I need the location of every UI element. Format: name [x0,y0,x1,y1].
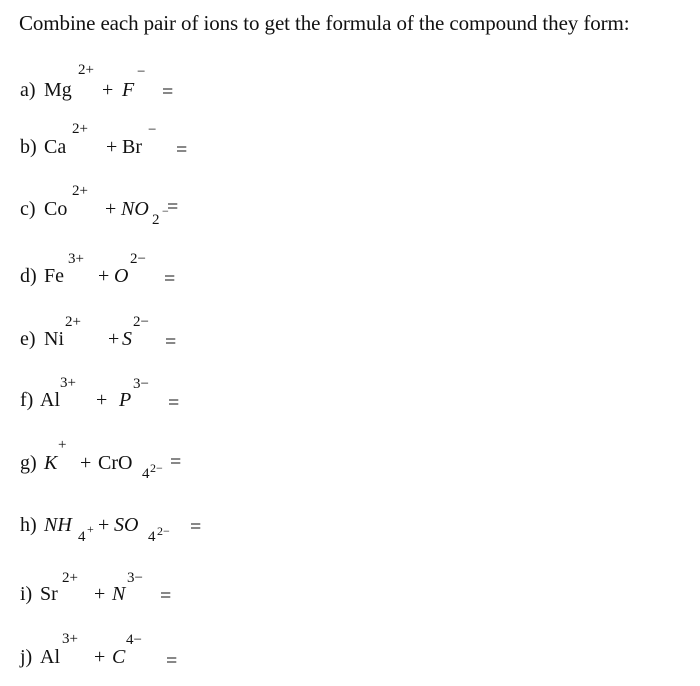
anion-symbol: O [114,265,129,287]
anion-symbol: SO [114,514,139,536]
equals-sign: = [160,585,172,607]
anion-subscript: 2 [152,212,160,228]
exercise-item-b [20,121,700,170]
equals-sign: = [168,392,180,414]
anion-charge: 4− [126,632,142,648]
cation-symbol: Al [40,389,60,411]
plus-sign: + [108,328,120,350]
item-label: g) [20,452,37,474]
plus-sign: + [106,136,118,158]
anion-charge: − [148,122,157,138]
anion-symbol: Br [122,136,142,158]
anion-symbol: NO [121,198,149,220]
anion-charge: 2− [130,251,146,267]
item-label: b) [20,136,37,158]
page-title: Combine each pair of ions to get the formula of the compound they form: [19,11,630,35]
plus-sign: + [80,452,92,474]
exercise-item-c [20,183,700,233]
anion-symbol: C [112,646,126,668]
cation-charge: 2+ [72,183,88,199]
equals-sign: = [162,81,174,103]
cation-charge: 2+ [78,62,94,78]
anion-charge: − [162,204,169,218]
cation-symbol: Ca [44,136,67,158]
exercise-item-a [20,62,700,112]
exercise-item-g [20,437,700,487]
item-label: h) [20,514,37,536]
anion-charge: − [137,64,146,80]
equals-sign: = [165,331,177,353]
item-label: j) [20,646,33,668]
item-label: f) [20,389,34,411]
anion-charge: 2− [150,461,163,475]
equals-sign: = [176,139,188,161]
equals-sign: = [166,650,178,672]
anion-symbol: CrO [98,452,133,474]
cation-charge: + [58,437,67,453]
item-label: e) [20,328,36,350]
cation-symbol: Fe [44,265,64,287]
anion-subscript: 4 [148,529,156,545]
anion-symbol: S [122,328,132,350]
cation-charge: + [87,522,94,536]
cation-charge: 3+ [62,631,78,647]
cation-charge: 3+ [60,375,76,391]
cation-charge: 2+ [62,570,78,586]
plus-sign: + [98,265,110,287]
exercise-item-e [20,314,700,362]
cation-symbol: Ni [44,328,64,350]
cation-charge: 3+ [68,251,84,267]
plus-sign: + [94,583,106,605]
exercise-item-d [20,251,700,299]
plus-sign: + [105,198,117,220]
equals-sign: = [190,516,202,538]
anion-charge: 3− [133,376,149,392]
exercise-item-f [20,375,700,424]
plus-sign: + [94,646,106,668]
plus-sign: + [98,514,110,536]
equals-sign: = [167,196,179,218]
cation-charge: 2+ [65,314,81,330]
cation-subscript: 4 [78,529,86,545]
anion-subscript: 4 [142,466,150,482]
cation-symbol: NH [44,514,72,536]
exercise-item-h [20,509,700,549]
cation-symbol: Al [40,646,60,668]
cation-charge: 2+ [72,121,88,137]
cation-symbol: K [44,452,58,474]
item-label: d) [20,265,37,287]
anion-charge: 2− [133,314,149,330]
exercise-item-i [20,570,700,618]
anion-charge: 2− [157,524,170,538]
exercise-item-j [20,631,700,680]
item-label: a) [20,79,36,101]
cation-symbol: Sr [40,583,58,605]
cation-symbol: Co [44,198,68,220]
anion-symbol: F [122,79,135,101]
equals-sign: = [164,268,176,290]
cation-symbol: Mg [44,79,72,101]
item-label: c) [20,198,36,220]
item-label: i) [20,583,33,605]
equals-sign: = [170,451,182,473]
plus-sign: + [96,389,108,411]
anion-charge: 3− [127,570,143,586]
anion-symbol: P [119,389,132,411]
plus-sign: + [102,79,114,101]
anion-symbol: N [112,583,126,605]
